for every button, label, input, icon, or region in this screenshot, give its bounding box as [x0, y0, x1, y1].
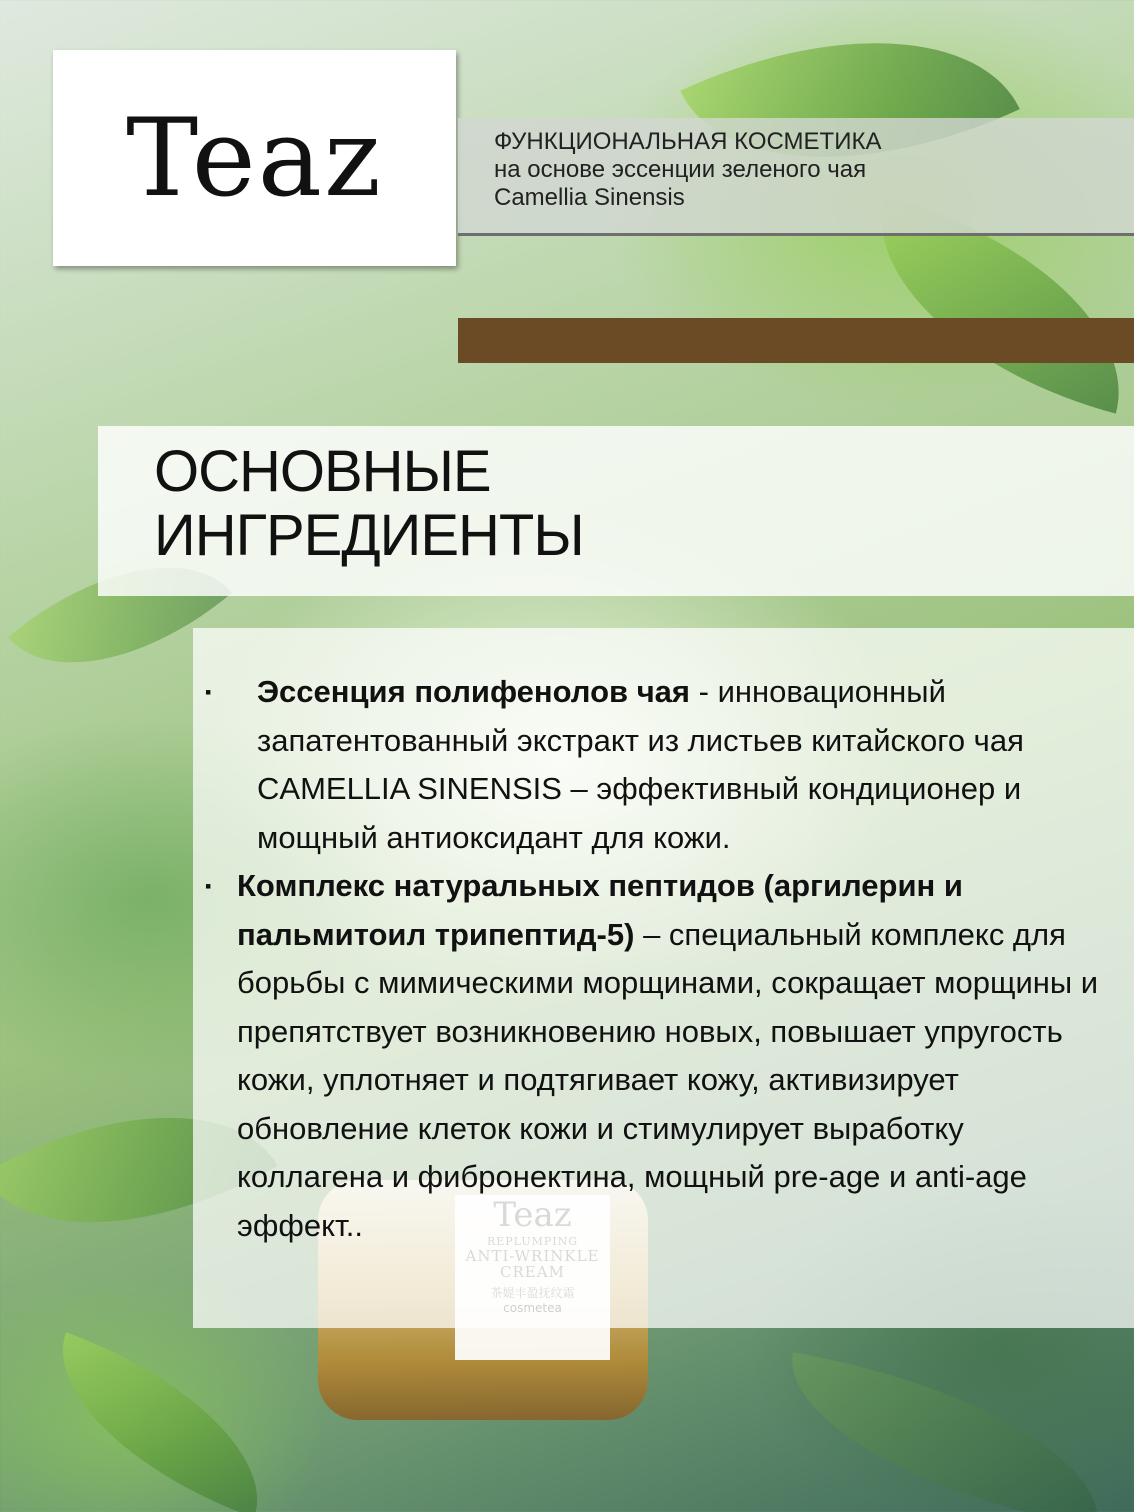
title-line-2: ИНГРЕДИЕНТЫ — [154, 503, 584, 568]
ingredient-text — [237, 668, 1112, 862]
brand-logo: Teaz — [126, 95, 383, 221]
background-leaf — [28, 1332, 291, 1512]
tagline-line-3: Camellia Sinensis — [494, 184, 685, 211]
title-line-1: ОСНОВНЫЕ — [154, 439, 491, 504]
brand-logo-box — [53, 50, 456, 266]
ingredient-name: Комплекс натуральных пептидов (аргилерин и пальмитоил трипептид-5) — [237, 868, 963, 952]
decorative-bar — [458, 318, 1134, 363]
list-item — [201, 668, 1112, 862]
tagline — [458, 118, 1134, 236]
ingredient-description: – специальный комплекс для борьбы с мимическими морщинами, сокращает морщины и препятствует возникновению новых, повышает упругость кожи, уплотняет и подтягивает кожу, активизирует обновление клеток кожи и стимулирует выработку коллагена и фибронектина, мощный pre-age и anti-age эффект.. — [237, 916, 1099, 1243]
tagline-line-2: на основе эссенции зеленого чая — [494, 156, 867, 183]
section-title — [98, 426, 1134, 596]
bullet-icon: ▪ — [205, 876, 212, 896]
ingredient-text — [237, 862, 1112, 1250]
ingredient-description: - инновационный запатентованный экстракт из листьев китайского чая CAMELLIA SINENSIS – эффективный кондиционер и мощный антиоксидант для кожи. — [257, 674, 1024, 855]
background-leaf — [772, 1352, 1118, 1512]
list-item — [201, 862, 1112, 1250]
ingredient-name: Эссенция полифенолов чая — [257, 674, 691, 709]
tagline-line-1: ФУНКЦИОНАЛЬНАЯ КОСМЕТИКА — [494, 128, 882, 155]
bullet-icon: ▪ — [205, 682, 212, 702]
ingredients-list — [193, 628, 1134, 1328]
